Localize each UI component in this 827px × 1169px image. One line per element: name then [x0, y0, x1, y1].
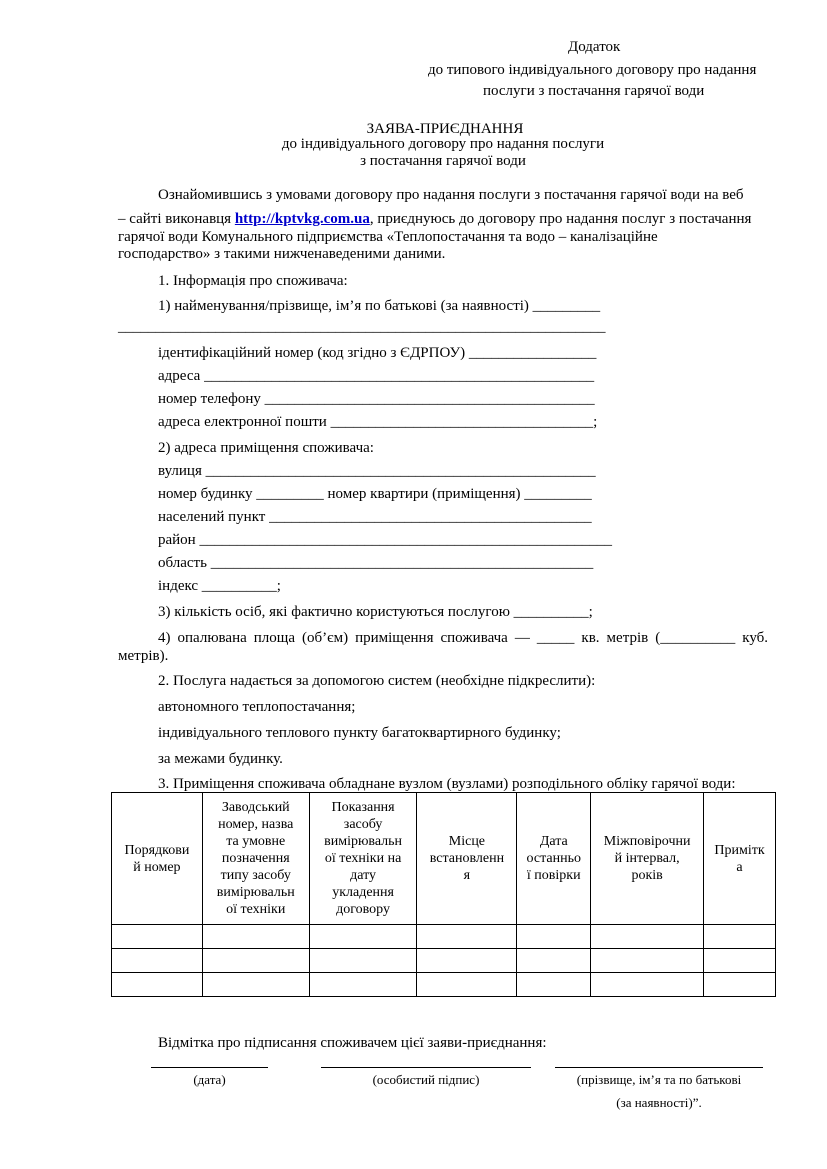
section1-heading: 1. Інформація про споживача: — [158, 273, 348, 289]
document-subtitle-line2: з постачання гарячої води — [360, 153, 526, 169]
table-cell[interactable] — [309, 949, 417, 973]
table-cell[interactable] — [517, 973, 591, 997]
intro-line2 — [118, 210, 751, 228]
table-cell[interactable] — [591, 949, 704, 973]
table-header-text: Показання — [331, 800, 395, 815]
system-option-heat-point[interactable]: індивідуального теплового пункту багатоквартирного будинку; — [158, 725, 561, 741]
table-cell[interactable] — [112, 925, 203, 949]
table-cell[interactable] — [202, 949, 309, 973]
table-header-text: позначення — [221, 851, 290, 866]
premises-address-heading: 2) адреса приміщення споживача: — [158, 440, 374, 456]
table-cell[interactable] — [417, 949, 517, 973]
table-cell[interactable] — [309, 925, 417, 949]
date-signature-line[interactable] — [151, 1067, 268, 1068]
table-header-text: ої техніки — [226, 902, 286, 917]
header-installation-place — [417, 793, 517, 925]
table-cell[interactable] — [309, 973, 417, 997]
system-option-autonomous[interactable]: автономного теплопостачання; — [158, 699, 356, 715]
personal-signature-label: (особистий підпис) — [372, 1072, 480, 1087]
meters-table — [111, 792, 776, 997]
table-header-text: Дата — [539, 834, 568, 849]
region-field[interactable]: область ___________________________________________________ — [158, 555, 594, 571]
table-row — [112, 925, 776, 949]
table-header-text: Заводський — [221, 800, 290, 815]
table-header-text: Примітк — [714, 842, 765, 858]
document-subtitle-line1: до індивідуального договору про надання послуги — [281, 136, 605, 152]
section2-heading: 2. Послуга надається за допомогою систем (необхідне підкреслити): — [158, 673, 596, 689]
table-header-text: а — [736, 859, 743, 875]
intro-line2-end: , приєднуюсь до договору про надання послуг з постачання — [369, 211, 752, 227]
full-name-signature-line[interactable] — [555, 1067, 763, 1068]
appendix-label: Додаток — [568, 39, 621, 55]
date-label: (дата) — [193, 1072, 226, 1087]
table-header-text: й номер — [133, 859, 181, 875]
appendix-description-line1: до типового індивідуального договору про надання — [428, 62, 757, 78]
table-header-text: засобу — [343, 817, 383, 832]
table-cell[interactable] — [517, 949, 591, 973]
postal-index-field[interactable]: індекс __________; — [158, 578, 281, 594]
consumer-name-field[interactable]: 1) найменування/прізвище, ім’я по батькові (за наявності) _________ — [158, 298, 601, 314]
full-name-label-continuation: (за наявності)”. — [616, 1095, 702, 1110]
table-header-row — [112, 793, 776, 925]
table-cell[interactable] — [591, 925, 704, 949]
table-cell[interactable] — [112, 949, 203, 973]
table-header-text: вимірювальн — [324, 834, 403, 849]
table-header-text: вимірювальн — [216, 885, 295, 900]
table-header-text: укладення — [332, 885, 394, 900]
table-header-text: років — [631, 868, 663, 883]
table-cell[interactable] — [704, 925, 776, 949]
table-row — [112, 949, 776, 973]
table-header-text: типу засобу — [220, 868, 291, 883]
table-header-text: я — [463, 868, 471, 883]
intro-line1: Ознайомившись з умовами договору про надання послуги з постачання гарячої води на веб — [158, 187, 744, 203]
house-apartment-field[interactable]: номер будинку _________ номер квартири (приміщення) _________ — [158, 486, 592, 502]
table-header-text: останньо — [526, 851, 581, 866]
table-body — [112, 925, 776, 997]
table-cell[interactable] — [112, 973, 203, 997]
heated-area-field-continuation: метрів). — [118, 648, 169, 664]
address-field[interactable]: адреса ____________________________________________________ — [158, 368, 595, 384]
table-cell[interactable] — [591, 973, 704, 997]
contractor-website-link[interactable]: http://kptvkg.com.ua — [234, 211, 370, 227]
table-cell[interactable] — [417, 973, 517, 997]
table-cell[interactable] — [704, 949, 776, 973]
table-cell[interactable] — [704, 973, 776, 997]
street-field[interactable]: вулиця ____________________________________________________ — [158, 463, 596, 479]
header-last-verification-date — [517, 793, 591, 925]
header-note — [704, 793, 776, 925]
email-field[interactable]: адреса електронної пошти ___________________________________; — [158, 414, 598, 430]
table-header-text: й інтервал, — [614, 851, 680, 866]
table-header-text: та умовне — [226, 834, 286, 849]
header-serial-number — [202, 793, 309, 925]
table-header-text: Міжповірочни — [603, 834, 691, 849]
intro-line2-start: – сайті виконавця — [118, 211, 235, 227]
table-cell[interactable] — [417, 925, 517, 949]
system-option-outside[interactable]: за межами будинку. — [158, 751, 283, 767]
settlement-field[interactable]: населений пункт ___________________________________________ — [158, 509, 592, 525]
table-cell[interactable] — [517, 925, 591, 949]
id-code-field[interactable]: ідентифікаційний номер (код згідно з ЄДРПОУ) _________________ — [158, 345, 597, 361]
intro-line4: господарство» з такими нижченаведеними даними. — [118, 246, 446, 262]
table-row — [112, 973, 776, 997]
table-cell[interactable] — [202, 973, 309, 997]
intro-line3: гарячої води Комунального підприємства «Теплопостачання та водо – каналізаційне — [118, 229, 658, 245]
district-field[interactable]: район _______________________________________________________ — [158, 532, 612, 548]
document-title: ЗАЯВА-ПРИЄДНАННЯ — [366, 121, 524, 137]
table-header-text: встановленн — [429, 851, 505, 866]
table-header-text: дату — [350, 868, 377, 883]
heated-area-field[interactable]: 4) опалювана площа (об’єм) приміщення споживача — _____ кв. метрів (__________ куб. — [158, 630, 768, 646]
table-header-text: ої техніки на — [324, 851, 402, 866]
header-meter-reading — [309, 793, 417, 925]
appendix-description-line2: послуги з постачання гарячої води — [483, 83, 705, 99]
header-order-number — [112, 793, 203, 925]
full-name-label: (прізвище, ім’я та по батькові — [576, 1072, 742, 1087]
header-verification-interval — [591, 793, 704, 925]
personal-signature-line[interactable] — [321, 1067, 531, 1068]
consumer-name-field-continuation[interactable]: _________________________________________________________________ — [118, 319, 606, 335]
table-header-text: ї повірки — [526, 868, 581, 883]
signature-heading: Відмітка про підписання споживачем цієї заяви-приєднання: — [158, 1035, 547, 1051]
table-cell[interactable] — [202, 925, 309, 949]
table-header-text: договору — [336, 902, 390, 917]
persons-count-field[interactable]: 3) кількість осіб, які фактично користуються послугою __________; — [158, 604, 593, 620]
section3-heading: 3. Приміщення споживача обладнане вузлом (вузлами) розподільного обліку гарячої води: — [158, 776, 736, 792]
phone-field[interactable]: номер телефону ____________________________________________ — [158, 391, 595, 407]
table-header-text: номер, назва — [218, 817, 294, 832]
table-header-text: Порядкови — [124, 842, 190, 858]
table-header-text: Місце — [448, 834, 486, 849]
